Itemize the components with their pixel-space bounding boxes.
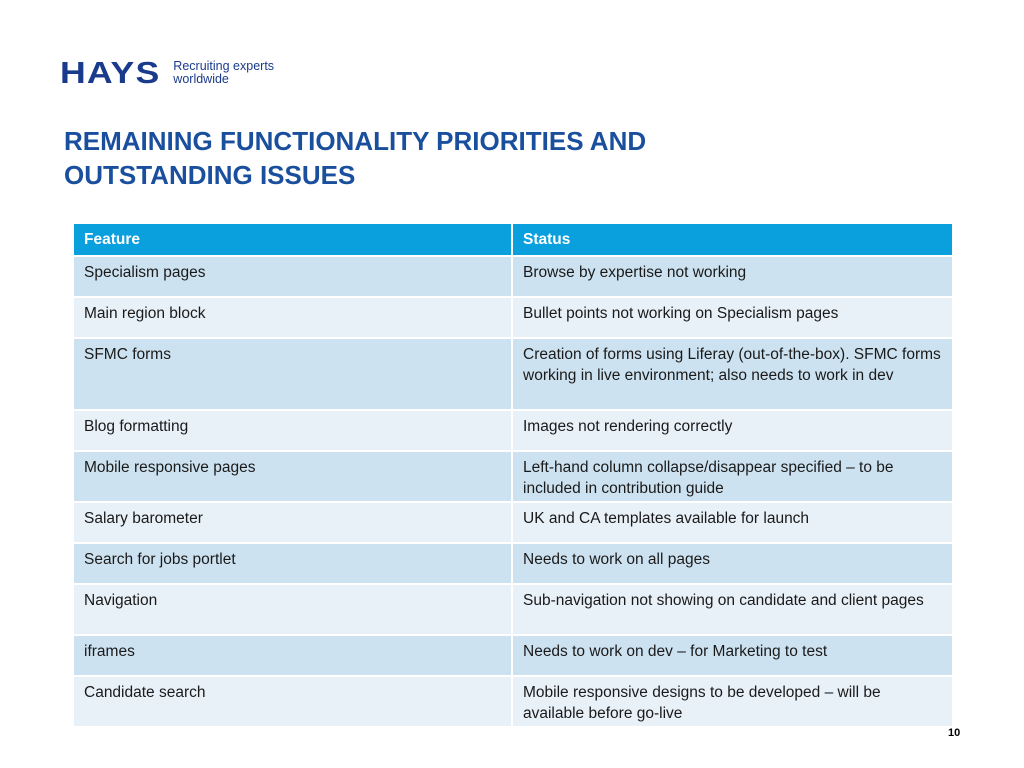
status-cell: Needs to work on all pages bbox=[512, 543, 953, 584]
table-row bbox=[73, 256, 953, 297]
logo-tagline-line1: Recruiting experts bbox=[173, 58, 275, 73]
feature-cell: Candidate search bbox=[73, 676, 512, 727]
table-header-row bbox=[73, 223, 953, 256]
status-cell: UK and CA templates available for launch bbox=[512, 502, 953, 543]
table-row bbox=[73, 502, 953, 543]
status-cell: Images not rendering correctly bbox=[512, 410, 953, 451]
status-cell: Creation of forms using Liferay (out-of-the-box). SFMC forms working in live environment; also needs to work in dev bbox=[512, 338, 953, 410]
priorities-table bbox=[72, 222, 954, 728]
logo-tagline bbox=[173, 60, 274, 86]
logo-tagline-line2: worldwide bbox=[173, 71, 229, 86]
column-header-feature: Feature bbox=[73, 223, 512, 256]
page-number: 10 bbox=[948, 727, 961, 739]
status-cell: Mobile responsive designs to be developed – will be available before go-live bbox=[512, 676, 953, 727]
slide-title-line2: OUTSTANDING ISSUES bbox=[64, 160, 356, 190]
status-cell: Browse by expertise not working bbox=[512, 256, 953, 297]
slide-title-line1: REMAINING FUNCTIONALITY PRIORITIES AND bbox=[64, 126, 647, 156]
feature-cell: Salary barometer bbox=[73, 502, 512, 543]
feature-cell: Main region block bbox=[73, 297, 512, 338]
feature-cell: Mobile responsive pages bbox=[73, 451, 512, 502]
feature-cell: Specialism pages bbox=[73, 256, 512, 297]
slide-title bbox=[64, 124, 764, 192]
status-cell: Needs to work on dev – for Marketing to test bbox=[512, 635, 953, 676]
status-cell: Sub-navigation not showing on candidate and client pages bbox=[512, 584, 953, 635]
table-row bbox=[73, 635, 953, 676]
feature-cell: Navigation bbox=[73, 584, 512, 635]
feature-cell: SFMC forms bbox=[73, 338, 512, 410]
status-cell: Bullet points not working on Specialism pages bbox=[512, 297, 953, 338]
table-row bbox=[73, 338, 953, 410]
priorities-table-container bbox=[72, 222, 952, 728]
feature-cell: iframes bbox=[73, 635, 512, 676]
table-row bbox=[73, 410, 953, 451]
table-row bbox=[73, 451, 953, 502]
table-row bbox=[73, 297, 953, 338]
column-header-status: Status bbox=[512, 223, 953, 256]
feature-cell: Search for jobs portlet bbox=[73, 543, 512, 584]
logo-wordmark: HAYS bbox=[60, 55, 161, 90]
table-row bbox=[73, 676, 953, 727]
hays-logo bbox=[60, 57, 274, 88]
table-row bbox=[73, 543, 953, 584]
feature-cell: Blog formatting bbox=[73, 410, 512, 451]
status-cell: Left-hand column collapse/disappear specified – to be included in contribution guide bbox=[512, 451, 953, 502]
table-row bbox=[73, 584, 953, 635]
